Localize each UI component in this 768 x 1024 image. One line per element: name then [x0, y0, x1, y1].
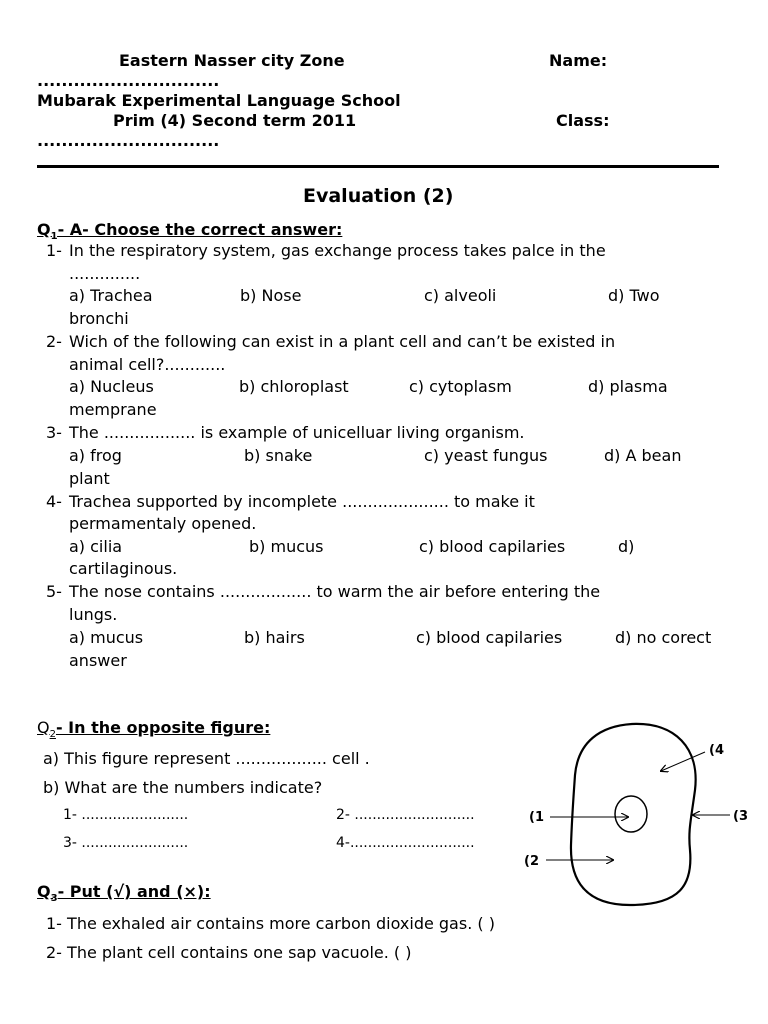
q2-heading: $Q_2-$ In the opposite figure: — [37, 718, 271, 741]
school-name: Mubarak Experimental Language School — [37, 91, 401, 110]
q1-item-text: In the respiratory system, gas exchange process takes palce in the — [69, 241, 606, 260]
option-d: d) plasma — [588, 377, 668, 396]
option-d-cont: bronchi — [69, 309, 129, 328]
option-c: c) blood capilaries — [416, 628, 563, 647]
q3-item: 1- The exhaled air contains more carbon dioxide gas. ( ) — [46, 914, 495, 933]
option-a: a) cilia — [69, 537, 123, 556]
name-dots: .............................. — [37, 71, 220, 90]
q1-item-text: The .................. is example of unicelluar living organism. — [69, 423, 525, 442]
option-c: c) cytoplasm — [409, 377, 512, 396]
option-b: b) hairs — [244, 628, 305, 647]
option-d: d) no corect — [615, 628, 712, 647]
cell-label-1: (1 — [529, 810, 544, 825]
pointer-arrow-4 — [661, 752, 705, 771]
option-a: a) Trachea — [69, 286, 153, 305]
option-d: d) A bean — [604, 446, 682, 465]
class-label: Class: — [556, 111, 610, 130]
option-a: a) frog — [69, 446, 122, 465]
page-title: Evaluation (2) — [303, 185, 454, 207]
option-c: c) blood capilaries — [419, 537, 566, 556]
option-b: b) mucus — [249, 537, 324, 556]
option-b: b) chloroplast — [239, 377, 349, 396]
answer-line-3: 3- ........................ — [63, 835, 189, 851]
option-d-cont: answer — [69, 651, 127, 670]
q3-heading: $Q_3-$ Put (√) and (×): — [37, 882, 211, 905]
answer-line-4: 4-............................ — [336, 835, 475, 851]
term-title: Prim (4) Second term 2011 — [113, 111, 357, 130]
cell-label-3: (3 — [733, 809, 748, 824]
cell-label-2: (2 — [524, 854, 539, 869]
q1-item-number: 1- — [46, 241, 62, 260]
answer-line-1: 1- ........................ — [63, 807, 189, 823]
nucleus-shape — [615, 796, 647, 832]
answer-line-2: 2- ........................... — [336, 807, 475, 823]
option-b: b) snake — [244, 446, 313, 465]
q1-item-text: The nose contains .................. to warm the air before entering the — [69, 582, 601, 601]
q1-item-number: 5- — [46, 582, 62, 601]
option-d: d) — [618, 537, 635, 556]
q3-item: 2- The plant cell contains one sap vacuole. ( ) — [46, 943, 412, 962]
q1-item-number: 3- — [46, 423, 62, 442]
class-dots: .............................. — [37, 131, 220, 150]
option-a: a) Nucleus — [69, 377, 154, 396]
q2-part-b: b) What are the numbers indicate? — [43, 778, 323, 797]
option-c: c) alveoli — [424, 286, 497, 305]
q1-heading: $Q_1-$ A- Choose the correct answer: — [37, 220, 343, 243]
q1-item-text: Trachea supported by incomplete ..................... to make it — [69, 492, 535, 511]
q2-part-a: a) This figure represent .................. cell . — [43, 749, 370, 768]
cell-membrane-outline — [571, 724, 696, 905]
q1-item-number: 2- — [46, 332, 62, 351]
q1-item-cont: permamentaly opened. — [69, 514, 257, 533]
option-c: c) yeast fungus — [424, 446, 548, 465]
option-d-cont: memprane — [69, 400, 157, 419]
q1-item-cont: .............. — [69, 264, 141, 283]
option-d: d) Two — [608, 286, 660, 305]
zone-title: Eastern Nasser city Zone — [119, 51, 345, 70]
name-label: Name: — [549, 51, 608, 70]
option-b: b) Nose — [240, 286, 302, 305]
q1-item-number: 4- — [46, 492, 62, 511]
q1-item-text: Wich of the following can exist in a plant cell and can’t be existed in — [69, 332, 616, 351]
option-d-cont: plant — [69, 469, 110, 488]
option-a: a) mucus — [69, 628, 144, 647]
option-d-cont: cartilaginous. — [69, 559, 178, 578]
q1-item-cont: lungs. — [69, 605, 118, 624]
q1-item-cont: animal cell?............ — [69, 355, 226, 374]
cell-label-4: (4 — [709, 743, 724, 758]
